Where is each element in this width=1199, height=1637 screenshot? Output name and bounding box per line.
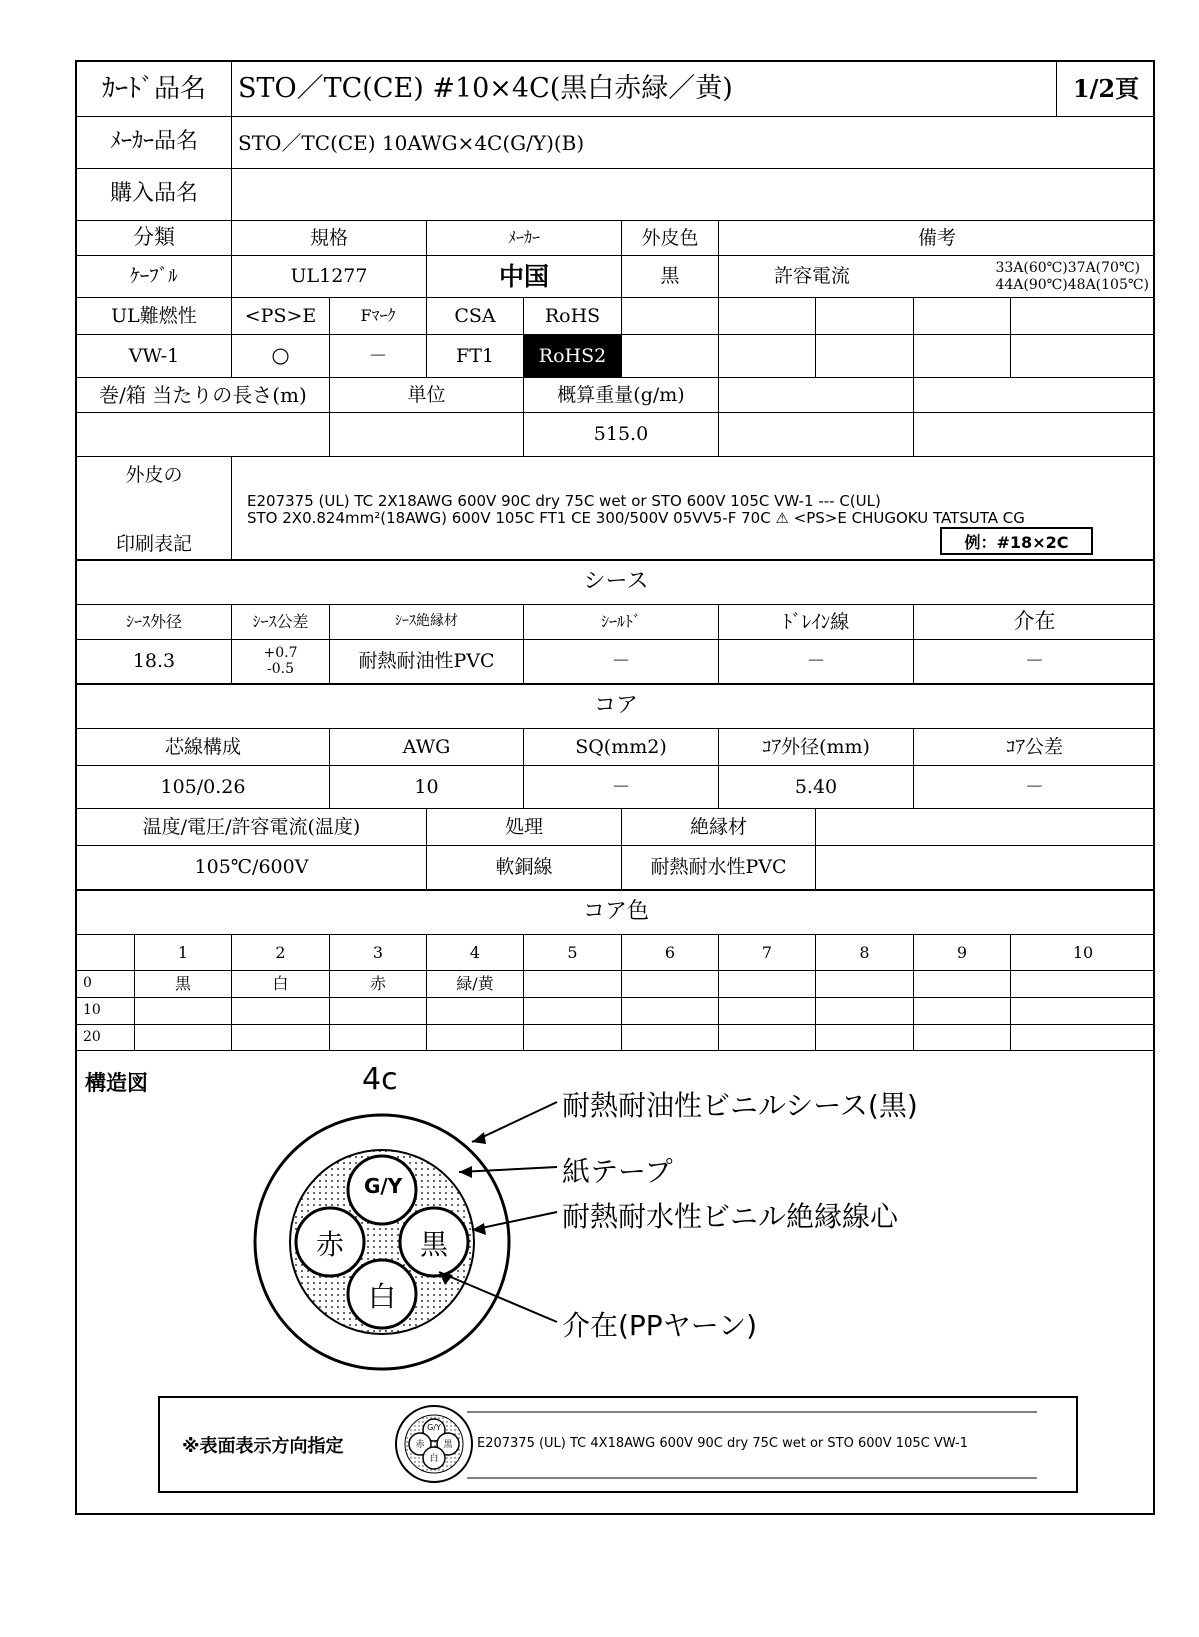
awg-value: 10 — [330, 766, 524, 809]
color-grid-col-header: 5 — [524, 935, 622, 971]
sheath-material-header: ｼｰｽ絶縁材 — [330, 605, 524, 640]
rating-header: 温度/電圧/許容電流(温度) — [77, 809, 427, 846]
color-grid-cell: 黒 — [135, 971, 232, 998]
sq-header: SQ(mm2) — [524, 729, 719, 766]
sheath-od-value: 18.3 — [77, 640, 232, 685]
awg-header: AWG — [330, 729, 524, 766]
core-black-label: 黒 — [419, 1228, 448, 1261]
sheath-od-header: ｼｰｽ外径 — [77, 605, 232, 640]
printing-label-bottom: 印刷表記 — [115, 533, 192, 556]
color-grid-cell — [719, 1025, 816, 1051]
color-grid-cell — [330, 1025, 427, 1051]
color-grid-cell — [914, 1025, 1011, 1051]
unit-header: 単位 — [330, 378, 524, 413]
color-value: 黒 — [622, 256, 719, 298]
color-grid-cell — [524, 971, 622, 998]
remarks-value — [719, 256, 1155, 298]
blank-cell — [1011, 298, 1155, 335]
color-grid-cell — [524, 998, 622, 1025]
color-grid-cell — [816, 971, 914, 998]
card-name-label: ｶｰﾄﾞ品名 — [77, 62, 232, 117]
color-grid-col-header: 7 — [719, 935, 816, 971]
color-grid-col-header: 3 — [330, 935, 427, 971]
sheath-tol-value — [232, 640, 330, 685]
core-title: コア — [77, 685, 1155, 729]
color-grid-cell — [427, 1025, 524, 1051]
treatment-value: 軟銅線 — [427, 846, 622, 891]
sheath-tol-plus: +0.7 — [263, 645, 298, 662]
color-grid-cell — [135, 998, 232, 1025]
arrowhead — [472, 1132, 486, 1144]
filler-header: 介在 — [914, 605, 1155, 640]
color-grid-cell — [330, 998, 427, 1025]
core-count-label: 4c — [362, 1062, 398, 1097]
spec-sheet — [75, 60, 1155, 1515]
shield-header: ｼｰﾙﾄﾞ — [524, 605, 719, 640]
treatment-header: 処理 — [427, 809, 622, 846]
callout-insulation: 耐熱耐水性ビニル絶縁線心 — [562, 1200, 899, 1233]
blank-cell — [914, 298, 1011, 335]
ul-header: UL難燃性 — [77, 298, 232, 335]
ul-value: VW-1 — [77, 335, 232, 378]
csa-header: CSA — [427, 298, 524, 335]
color-grid-col-header: 1 — [135, 935, 232, 971]
drain-value: － — [719, 640, 914, 685]
sheath-tol-header: ｼｰｽ公差 — [232, 605, 330, 640]
color-grid-row-label: 10 — [77, 998, 135, 1025]
class-value: ｹｰﾌﾞﾙ — [77, 256, 232, 298]
color-grid-cell — [914, 998, 1011, 1025]
maker-name: STO／TC(CE) 10AWG×4C(G/Y)(B) — [232, 117, 1155, 169]
maker-name-label: ﾒｰｶｰ品名 — [77, 117, 232, 169]
strand-header: 芯線構成 — [77, 729, 330, 766]
color-grid-cell — [816, 1025, 914, 1051]
remark-line-2: 44A(90℃)48A(105℃) — [995, 276, 1149, 293]
filler-value: － — [914, 640, 1155, 685]
color-grid-row-label: 0 — [77, 971, 135, 998]
color-grid-cell — [1011, 1025, 1155, 1051]
shield-value: － — [524, 640, 719, 685]
insulation-header: 絶縁材 — [622, 809, 816, 846]
color-grid-cell — [524, 1025, 622, 1051]
blank-cell — [816, 298, 914, 335]
color-grid-cell — [622, 971, 719, 998]
color-grid-cell — [719, 971, 816, 998]
rohs-value: RoHS2 — [524, 335, 622, 378]
color-grid-cell — [1011, 998, 1155, 1025]
remarks-header: 備考 — [719, 221, 1155, 256]
core-od-header: ｺｱ外径(mm) — [719, 729, 914, 766]
maker-header: ﾒｰｶｰ — [427, 221, 622, 256]
standard-value: UL1277 — [232, 256, 427, 298]
blank-cell — [914, 335, 1011, 378]
length-value — [77, 413, 330, 457]
color-grid-cell — [914, 971, 1011, 998]
color-grid-cell — [1011, 971, 1155, 998]
blank-cell — [914, 378, 1155, 413]
printing-label-top: 外皮の — [125, 464, 183, 486]
print-line-1: E207375 (UL) TC 2X18AWG 600V 90C dry 75C wet or STO 600V 105C VW-1 --- C(UL) — [247, 492, 881, 510]
orientation-label: ※表面表示方向指定 — [182, 1436, 344, 1457]
blank-cell — [719, 378, 914, 413]
blank-cell — [719, 335, 816, 378]
color-grid-col-header: 4 — [427, 935, 524, 971]
purchase-name — [232, 169, 1155, 221]
color-grid-cell — [135, 1025, 232, 1051]
color-grid-col-header: 6 — [622, 935, 719, 971]
color-header: 外皮色 — [622, 221, 719, 256]
sq-value: － — [524, 766, 719, 809]
core-color-title: コア色 — [77, 891, 1155, 935]
color-grid-cell: 白 — [232, 971, 330, 998]
blank-cell — [816, 846, 1155, 891]
color-grid-cell: 赤 — [330, 971, 427, 998]
blank-cell — [719, 298, 816, 335]
core-white-label: 白 — [367, 1280, 396, 1313]
pse-header: <PS>E — [232, 298, 330, 335]
color-grid-cell — [232, 1025, 330, 1051]
color-grid-cell — [719, 998, 816, 1025]
core-tol-header: ｺｱ公差 — [914, 729, 1155, 766]
length-header: 巻/箱 当たりの長さ(m) — [77, 378, 330, 413]
card-name: STO／TC(CE) #10×4C(黒白赤緑／黄) — [232, 62, 1057, 117]
color-grid-corner — [77, 935, 135, 971]
callout-sheath: 耐熱耐油性ビニルシース(黒) — [562, 1089, 918, 1122]
sheath-material-value: 耐熱耐油性PVC — [330, 640, 524, 685]
small-core-white: 白 — [429, 1454, 439, 1464]
print-line-2: STO 2X0.824mm²(18AWG) 600V 105C FT1 CE 300/500V 05VV5-F 70C ⚠ <PS>E CHUGOKU TATSUTA CG — [247, 509, 1025, 527]
callout-tape: 紙テープ — [562, 1155, 673, 1188]
fmark-value: － — [330, 335, 427, 378]
class-header: 分類 — [77, 221, 232, 256]
small-core-red: 赤 — [415, 1440, 425, 1450]
blank-cell — [622, 335, 719, 378]
weight-header: 概算重量(g/m) — [524, 378, 719, 413]
color-grid-cell — [622, 1025, 719, 1051]
structure-title: 構造図 — [85, 1071, 148, 1095]
blank-cell — [914, 413, 1155, 457]
small-core-black: 黒 — [443, 1440, 453, 1450]
callout-filler: 介在(PPヤーン) — [562, 1309, 758, 1342]
purchase-name-label: 購入品名 — [77, 169, 232, 221]
color-grid-cell — [427, 998, 524, 1025]
remark-line-1: 33A(60℃)37A(70℃) — [995, 259, 1141, 276]
sheath-tol-minus: -0.5 — [267, 660, 294, 677]
print-example-box: 例：#18×2C — [940, 527, 1093, 555]
color-grid-cell: 緑/黄 — [427, 971, 524, 998]
pse-value: ○ — [232, 335, 330, 378]
color-grid-cell — [232, 998, 330, 1025]
sheath-title: シース — [77, 561, 1155, 605]
core-tol-value: － — [914, 766, 1155, 809]
small-core-gy: G/Y — [427, 1423, 441, 1432]
blank-cell — [719, 413, 914, 457]
unit-value — [330, 413, 524, 457]
orientation-text: E207375 (UL) TC 4X18AWG 600V 90C dry 75C wet or STO 600V 105C VW-1 — [477, 1436, 969, 1451]
color-grid-col-header: 9 — [914, 935, 1011, 971]
color-grid-cell — [816, 998, 914, 1025]
color-grid-col-header: 8 — [816, 935, 914, 971]
drain-header: ﾄﾞﾚｲﾝ線 — [719, 605, 914, 640]
rating-value: 105℃/600V — [77, 846, 427, 891]
rohs-header: RoHS — [524, 298, 622, 335]
blank-cell — [816, 809, 1155, 846]
printing-label — [77, 457, 232, 561]
core-od-value: 5.40 — [719, 766, 914, 809]
color-grid-col-header: 2 — [232, 935, 330, 971]
page-number: 1/2頁 — [1057, 62, 1155, 117]
fmark-header: Fﾏｰｸ — [330, 298, 427, 335]
strand-value: 105/0.26 — [77, 766, 330, 809]
color-grid-cell — [622, 998, 719, 1025]
blank-cell — [816, 335, 914, 378]
maker-value: 中国 — [427, 256, 622, 298]
blank-cell — [1011, 335, 1155, 378]
insulation-value: 耐熱耐水性PVC — [622, 846, 816, 891]
core-gy-label: G/Y — [364, 1174, 403, 1198]
blank-cell — [622, 298, 719, 335]
csa-value: FT1 — [427, 335, 524, 378]
color-grid-row-label: 20 — [77, 1025, 135, 1051]
color-grid-col-header: 10 — [1011, 935, 1155, 971]
core-red-label: 赤 — [315, 1228, 344, 1261]
remark-label: 許容電流 — [774, 265, 851, 288]
weight-value: 515.0 — [524, 413, 719, 457]
standard-header: 規格 — [232, 221, 427, 256]
